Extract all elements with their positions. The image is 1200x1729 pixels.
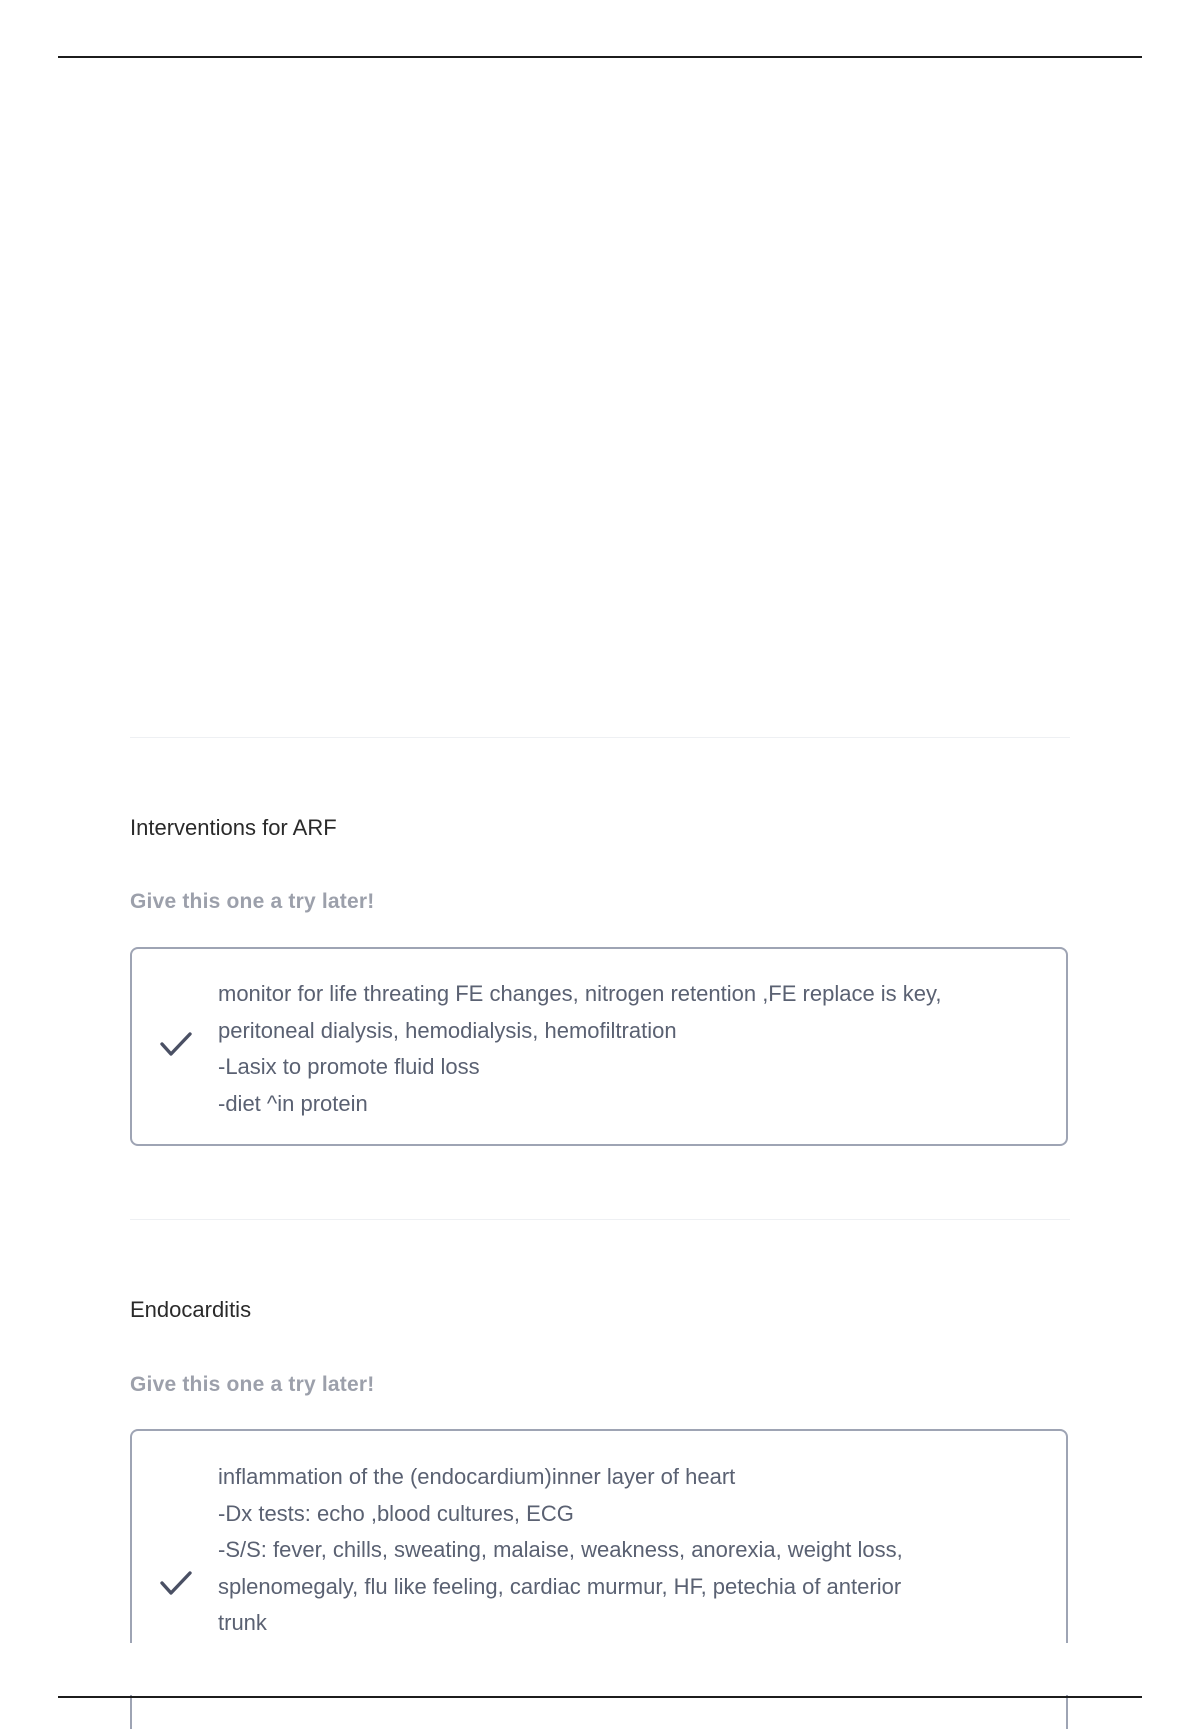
card-divider — [130, 1219, 1070, 1220]
page-bottom-rule — [58, 1696, 1142, 1698]
answer-box[interactable] — [130, 947, 1068, 1146]
check-icon — [158, 1029, 194, 1059]
card-term: Endocarditis — [130, 1297, 252, 1322]
answer-line: peritoneal dialysis, hemodialysis, hemofiltration — [218, 1017, 677, 1043]
answer-line: splenomegaly, flu like feeling, cardiac murmur, HF, petechia of anterior — [218, 1573, 902, 1599]
answer-line: trunk — [218, 1610, 267, 1635]
card-divider — [130, 737, 1070, 738]
answer-line: -diet ^in protein — [218, 1090, 368, 1116]
page-bottom-margin — [0, 1643, 1200, 1695]
answer-line: -S/S: fever, chills, sweating, malaise, weakness, anorexia, weight loss, — [218, 1537, 903, 1562]
answer-text — [218, 1459, 1046, 1642]
answer-line: monitor for life threating FE changes, nitrogen retention ,FE replace is key, — [218, 981, 942, 1006]
answer-text — [218, 976, 1046, 1122]
answer-line: inflammation of the (endocardium)inner layer of heart — [218, 1464, 736, 1489]
answer-line: -Lasix to promote fluid loss — [218, 1054, 480, 1079]
card-term: Interventions for ARF — [130, 815, 337, 840]
try-later-prompt: Give this one a try later! — [130, 890, 375, 913]
page-top-rule — [58, 56, 1142, 58]
answer-line: -Dx tests: echo ,blood cultures, ECG — [218, 1500, 574, 1526]
check-icon — [158, 1568, 194, 1598]
try-later-prompt: Give this one a try later! — [130, 1373, 375, 1396]
